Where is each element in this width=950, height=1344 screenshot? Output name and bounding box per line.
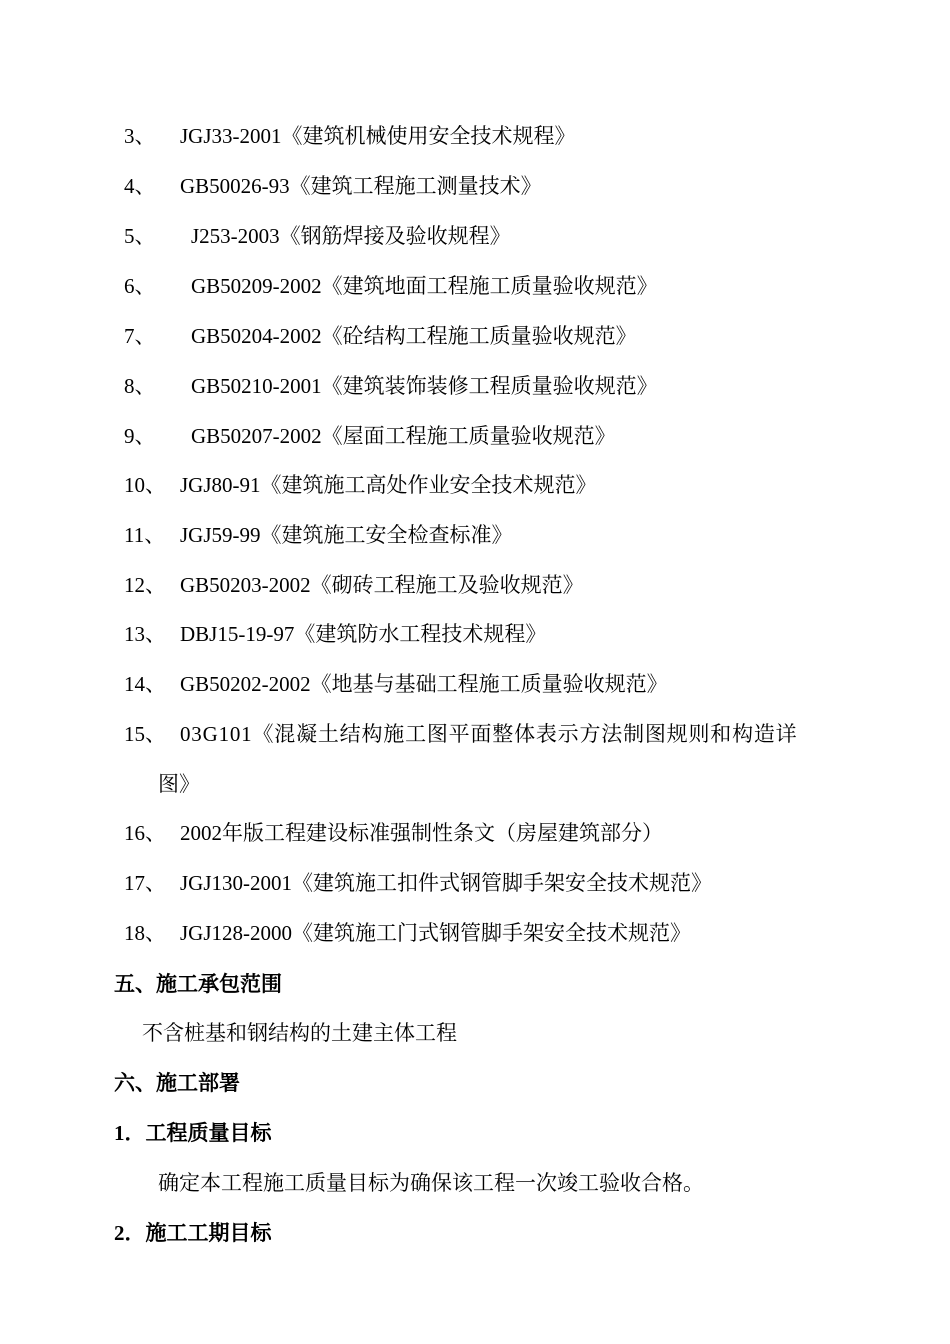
- list-text: DBJ15-19-97《建筑防水工程技术规程》: [180, 622, 547, 646]
- list-number: 9、: [124, 424, 156, 448]
- section-heading: 六、施工部署: [114, 1071, 240, 1095]
- list-text: GB50026-93《建筑工程施工测量技术》: [180, 174, 542, 198]
- list-number: 7、: [124, 324, 156, 348]
- list-text: GB50210-2001《建筑装饰装修工程质量验收规范》: [191, 374, 658, 398]
- list-number: 17、: [124, 871, 166, 895]
- list-text-continuation: 图》: [158, 772, 200, 796]
- list-text: JGJ130-2001《建筑施工扣件式钢管脚手架安全技术规范》: [180, 871, 713, 895]
- list-number: 6、: [124, 274, 156, 298]
- list-number: 13、: [124, 622, 166, 646]
- list-number: 18、: [124, 921, 166, 945]
- list-text: GB50209-2002《建筑地面工程施工质量验收规范》: [191, 274, 658, 298]
- list-number: 12、: [124, 573, 166, 597]
- list-number: 16、: [124, 821, 166, 845]
- list-text: GB50207-2002《屋面工程施工质量验收规范》: [191, 424, 616, 448]
- section-body: 不含桩基和钢结构的土建主体工程: [142, 1021, 457, 1045]
- subsection-heading: 1．工程质量目标: [114, 1121, 272, 1145]
- list-text: GB50202-2002《地基与基础工程施工质量验收规范》: [180, 672, 668, 696]
- list-text: JGJ33-2001《建筑机械使用安全技术规程》: [180, 124, 576, 148]
- list-number: 10、: [124, 473, 166, 497]
- list-text: JGJ128-2000《建筑施工门式钢管脚手架安全技术规范》: [180, 921, 692, 945]
- subsection-heading: 2．施工工期目标: [114, 1221, 272, 1245]
- list-text: JGJ59-99《建筑施工安全检查标准》: [180, 523, 513, 547]
- list-number: 11、: [124, 523, 166, 547]
- list-number: 3、: [124, 124, 156, 148]
- list-text: 03G101《混凝土结构施工图平面整体表示方法制图规则和构造详: [180, 722, 798, 746]
- list-number: 8、: [124, 374, 156, 398]
- list-text: GB50203-2002《砌砖工程施工及验收规范》: [180, 573, 584, 597]
- list-text: GB50204-2002《砼结构工程施工质量验收规范》: [191, 324, 637, 348]
- subsection-body: 确定本工程施工质量目标为确保该工程一次竣工验收合格。: [158, 1171, 704, 1195]
- list-number: 14、: [124, 672, 166, 696]
- list-number: 4、: [124, 174, 156, 198]
- list-text: 2002年版工程建设标准强制性条文（房屋建筑部分）: [180, 821, 663, 845]
- list-text: JGJ80-91《建筑施工高处作业安全技术规范》: [180, 473, 597, 497]
- list-number: 15、: [124, 722, 166, 746]
- list-number: 5、: [124, 224, 156, 248]
- section-heading: 五、施工承包范围: [114, 972, 282, 996]
- list-text: J253-2003《钢筋焊接及验收规程》: [191, 224, 511, 248]
